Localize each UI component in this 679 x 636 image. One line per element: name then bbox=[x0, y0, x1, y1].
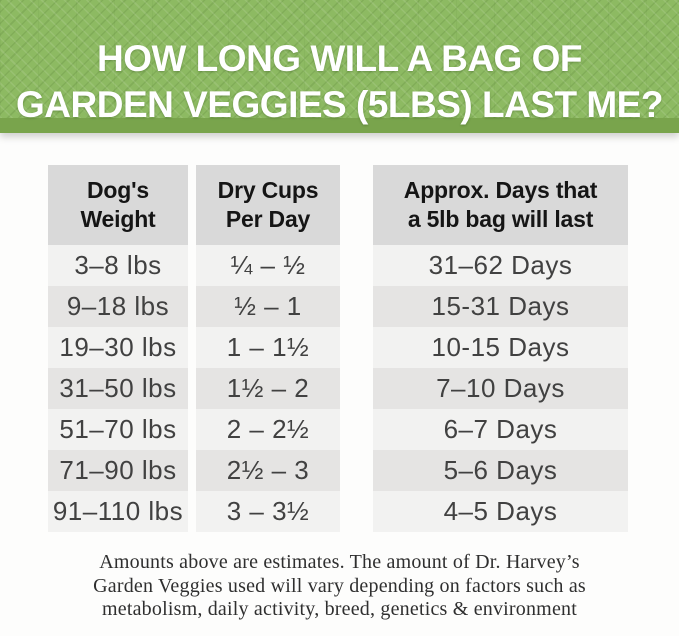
days-cell: 6–7 Days bbox=[373, 409, 628, 450]
days-cell: 7–10 Days bbox=[373, 368, 628, 409]
column-header-dogs-weight bbox=[48, 165, 188, 245]
table-row bbox=[48, 450, 679, 491]
days-cell: 4–5 Days bbox=[373, 491, 628, 532]
table-body bbox=[48, 245, 679, 532]
weight-cell: 19–30 lbs bbox=[48, 327, 188, 368]
page-title bbox=[0, 0, 679, 128]
table-row bbox=[48, 286, 679, 327]
days-cell: 15-31 Days bbox=[373, 286, 628, 327]
weight-cell: 91–110 lbs bbox=[48, 491, 188, 532]
weight-cell: 3–8 lbs bbox=[48, 245, 188, 286]
days-cell: 5–6 Days bbox=[373, 450, 628, 491]
table-row bbox=[48, 491, 679, 532]
table-row bbox=[48, 327, 679, 368]
weight-cell: 31–50 lbs bbox=[48, 368, 188, 409]
table-row bbox=[48, 245, 679, 286]
weight-cell: 71–90 lbs bbox=[48, 450, 188, 491]
column-header-approx-days bbox=[373, 165, 628, 245]
footnote-line-3: metabolism, daily activity, breed, genetics & environment bbox=[102, 598, 577, 620]
footnote-line-2: Garden Veggies used will vary depending on factors such as bbox=[93, 574, 586, 597]
column-header-text: Per Day bbox=[225, 206, 311, 232]
cups-cell: 1 – 1½ bbox=[196, 327, 340, 368]
feeding-table bbox=[0, 165, 679, 532]
cups-cell: ½ – 1 bbox=[196, 286, 340, 327]
column-header-text: Weight bbox=[80, 206, 156, 232]
cups-cell: 1½ – 2 bbox=[196, 368, 340, 409]
cups-cell: 2½ – 3 bbox=[196, 450, 340, 491]
cups-cell: 3 – 3½ bbox=[196, 491, 340, 532]
weight-cell: 51–70 lbs bbox=[48, 409, 188, 450]
table-row bbox=[48, 368, 679, 409]
table-header-row bbox=[48, 165, 679, 245]
weight-cell: 9–18 lbs bbox=[48, 286, 188, 327]
page-title-line-2: GARDEN VEGGIES (5LBS) LAST ME? bbox=[16, 84, 663, 125]
column-header-text: Dry Cups bbox=[217, 177, 319, 203]
cups-cell: 2 – 2½ bbox=[196, 409, 340, 450]
footnote bbox=[0, 551, 679, 622]
banner bbox=[0, 0, 679, 133]
cups-cell: ¼ – ½ bbox=[196, 245, 340, 286]
column-header-text: Approx. Days that bbox=[403, 177, 598, 203]
footnote-line-1: Amounts above are estimates. The amount of Dr. Harvey’s bbox=[99, 551, 580, 573]
page-title-line-1: HOW LONG WILL A BAG OF bbox=[96, 38, 582, 79]
table-row bbox=[48, 409, 679, 450]
days-cell: 31–62 Days bbox=[373, 245, 628, 286]
column-header-dry-cups bbox=[196, 165, 340, 245]
column-header-text: a 5lb bag will last bbox=[407, 206, 594, 232]
column-header-text: Dog's bbox=[87, 177, 149, 203]
days-cell: 10-15 Days bbox=[373, 327, 628, 368]
